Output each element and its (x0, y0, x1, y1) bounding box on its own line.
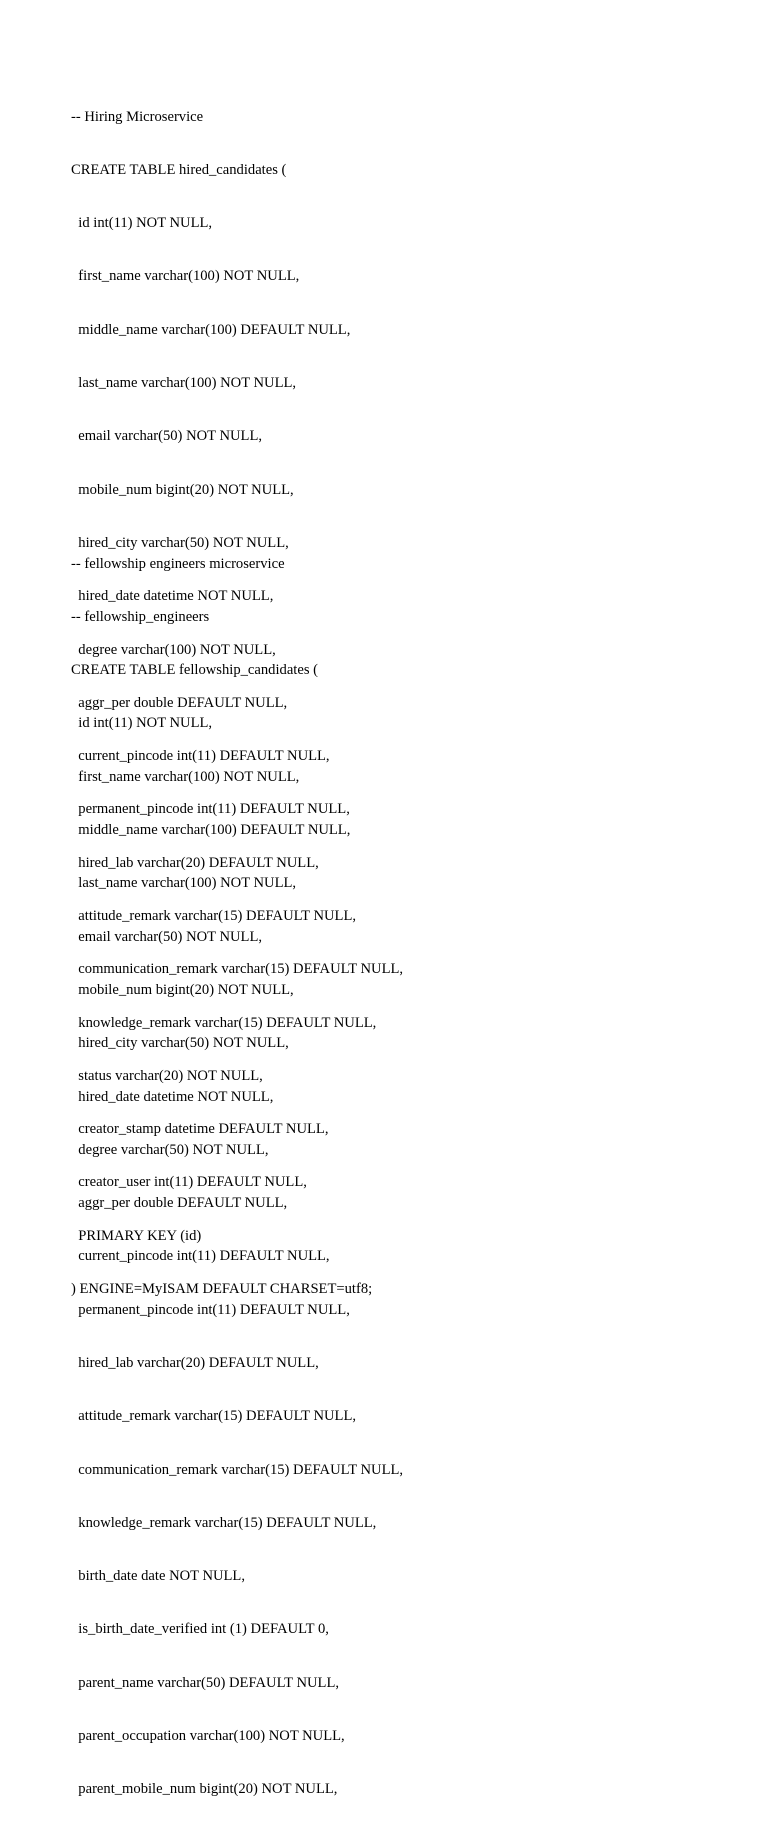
sql-column: permanent_pincode int(11) DEFAULT NULL, (71, 1301, 350, 1318)
sql-column: hired_lab varchar(20) DEFAULT NULL, (71, 1354, 319, 1371)
sql-comment: -- Hiring Microservice (71, 108, 204, 125)
sql-column: middle_name varchar(100) DEFAULT NULL, (71, 822, 351, 839)
sql-column: first_name varchar(100) NOT NULL, (71, 268, 300, 285)
sql-column: communication_remark varchar(15) DEFAULT NULL, (71, 961, 404, 978)
sql-column: degree varchar(100) NOT NULL, (71, 641, 276, 658)
sql-column: creator_stamp datetime DEFAULT NULL, (71, 1121, 329, 1138)
sql-comment: -- fellowship_engineers (71, 608, 210, 625)
sql-column: aggr_per double DEFAULT NULL, (71, 694, 288, 711)
sql-column: id int(11) NOT NULL, (71, 215, 213, 232)
sql-column: status varchar(20) NOT NULL, (71, 1067, 263, 1084)
sql-column: permanent_pincode int(11) DEFAULT NULL, (71, 801, 350, 818)
sql-column: hired_city varchar(50) NOT NULL, (71, 1035, 289, 1052)
sql-column: birth_date date NOT NULL, (71, 1568, 245, 1585)
sql-column: first_name varchar(100) NOT NULL, (71, 768, 300, 785)
sql-column: id int(11) NOT NULL, (71, 715, 213, 732)
sql-column: parent_mobile_num bigint(20) NOT NULL, (71, 1781, 338, 1798)
sql-column: attitude_remark varchar(15) DEFAULT NULL, (71, 907, 357, 924)
sql-primary-key: PRIMARY KEY (id) (71, 1227, 202, 1244)
sql-column: email varchar(50) NOT NULL, (71, 928, 263, 945)
sql-column: is_birth_date_verified int (1) DEFAULT 0, (71, 1621, 329, 1638)
sql-column: knowledge_remark varchar(15) DEFAULT NULL, (71, 1514, 377, 1531)
sql-column: hired_date datetime NOT NULL, (71, 588, 274, 605)
sql-column: aggr_per double DEFAULT NULL, (71, 1195, 288, 1212)
sql-column: knowledge_remark varchar(15) DEFAULT NULL, (71, 1014, 377, 1031)
sql-block-fellowship-candidates (71, 520, 403, 1835)
sql-column: parent_occupation varchar(100) NOT NULL, (71, 1728, 345, 1745)
sql-column: hired_city varchar(50) NOT NULL, (71, 534, 289, 551)
sql-column: last_name varchar(100) NOT NULL, (71, 375, 297, 392)
sql-column: degree varchar(50) NOT NULL, (71, 1141, 269, 1158)
sql-create-table: CREATE TABLE hired_candidates ( (71, 161, 287, 178)
sql-column: hired_date datetime NOT NULL, (71, 1088, 274, 1105)
sql-column: middle_name varchar(100) DEFAULT NULL, (71, 321, 351, 338)
sql-column: creator_user int(11) DEFAULT NULL, (71, 1174, 307, 1191)
sql-column: parent_name varchar(50) DEFAULT NULL, (71, 1674, 340, 1691)
sql-column: last_name varchar(100) NOT NULL, (71, 875, 297, 892)
sql-column: communication_remark varchar(15) DEFAULT NULL, (71, 1461, 404, 1478)
sql-comment: -- fellowship engineers microservice (71, 555, 285, 572)
sql-column: hired_lab varchar(20) DEFAULT NULL, (71, 854, 319, 871)
sql-table-end: ) ENGINE=MyISAM DEFAULT CHARSET=utf8; (71, 1281, 373, 1298)
sql-column: attitude_remark varchar(15) DEFAULT NULL, (71, 1408, 357, 1425)
sql-column: email varchar(50) NOT NULL, (71, 428, 263, 445)
sql-column: mobile_num bigint(20) NOT NULL, (71, 481, 294, 498)
sql-column: current_pincode int(11) DEFAULT NULL, (71, 1248, 330, 1265)
sql-create-table: CREATE TABLE fellowship_candidates ( (71, 662, 319, 679)
sql-column: current_pincode int(11) DEFAULT NULL, (71, 748, 330, 765)
sql-column: mobile_num bigint(20) NOT NULL, (71, 981, 294, 998)
